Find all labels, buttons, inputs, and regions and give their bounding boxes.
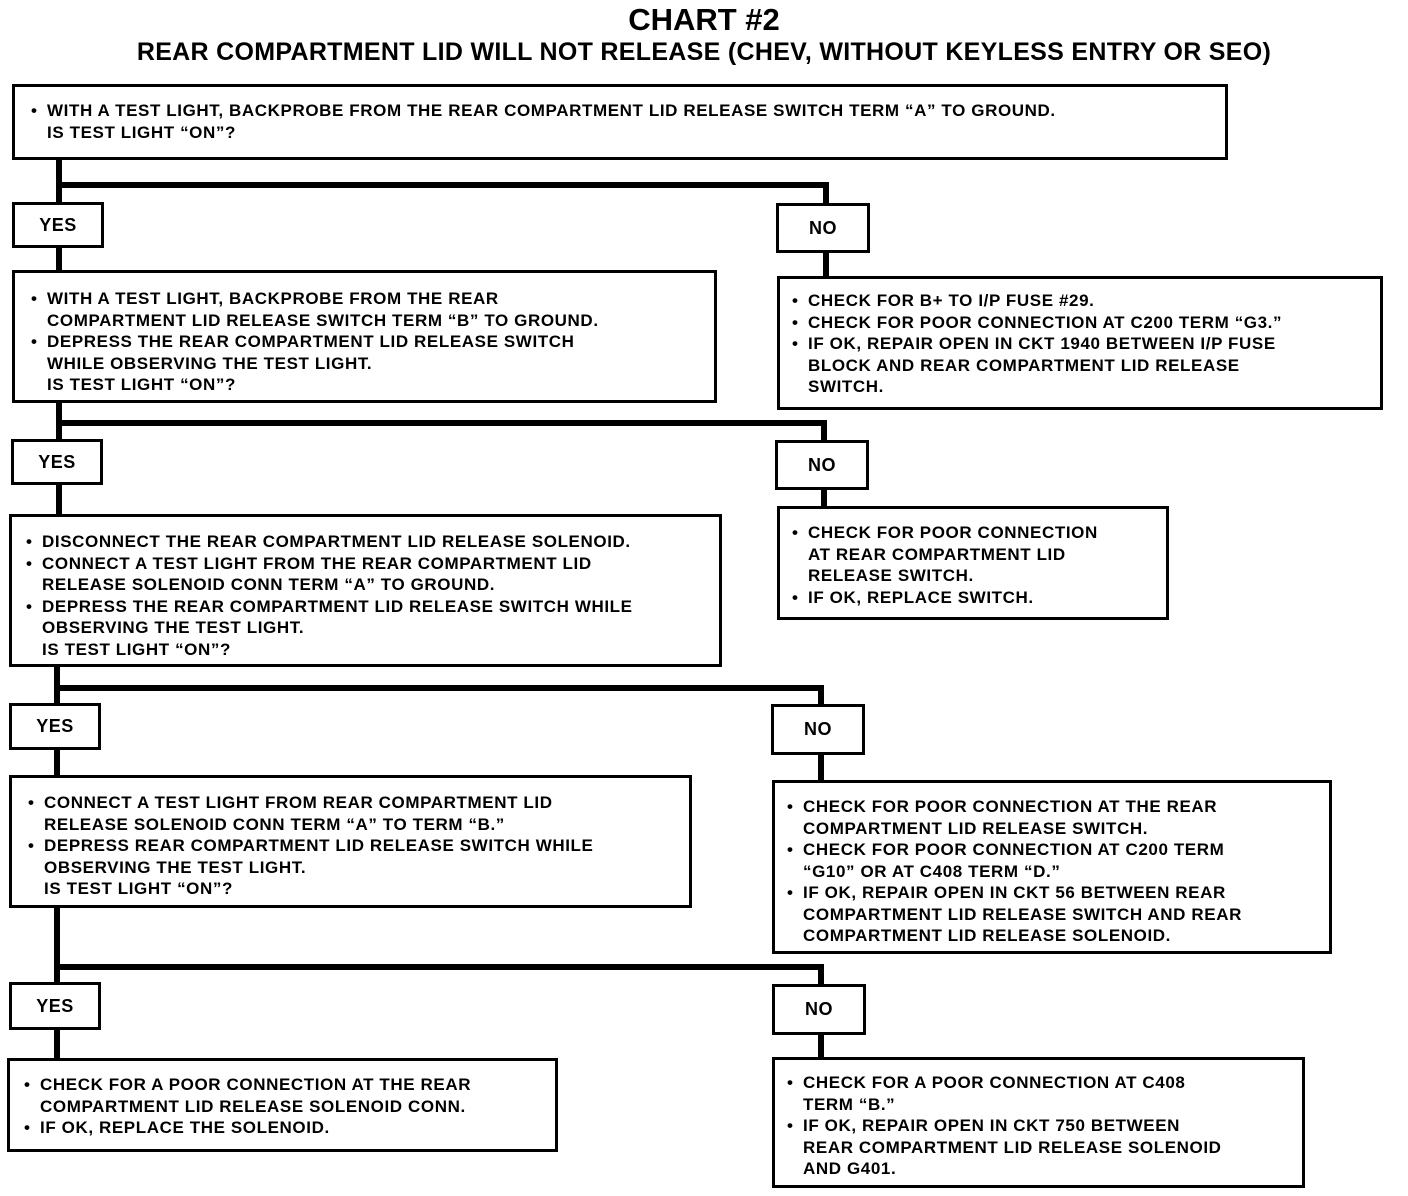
connector-line <box>821 420 827 442</box>
step-5-item: • IF OK, REPLACE THE SOLENOID. <box>24 1117 549 1139</box>
step-1-item: • WITH A TEST LIGHT, BACKPROBE FROM THE REAR COMPARTMENT LID RELEASE SWITCH TERM “A” TO GROUND. <box>31 100 1215 122</box>
step-3-item: • DISCONNECT THE REAR COMPARTMENT LID RELEASE SOLENOID. <box>26 531 713 553</box>
step-4-item: • CONNECT A TEST LIGHT FROM REAR COMPARTMENT LID RELEASE SOLENOID CONN TERM “A” TO TERM “B.” <box>28 792 683 835</box>
no-result-3-item: • CHECK FOR POOR CONNECTION AT C200 TERM “G10” OR AT C408 TERM “D.” <box>787 839 1323 882</box>
no-label-2: NO <box>775 440 869 490</box>
no-result-2-box <box>777 506 1169 620</box>
chart-subtitle: REAR COMPARTMENT LID WILL NOT RELEASE (CHEV, WITHOUT KEYLESS ENTRY OR SEO) <box>136 38 1272 66</box>
step-2-item: • DEPRESS THE REAR COMPARTMENT LID RELEASE SWITCH WHILE OBSERVING THE TEST LIGHT. <box>31 331 704 374</box>
step-4-box <box>9 775 692 908</box>
no-result-1-item: • IF OK, REPAIR OPEN IN CKT 1940 BETWEEN I/P FUSE BLOCK AND REAR COMPARTMENT LID RELEASE SWITCH. <box>792 333 1372 398</box>
connector-line <box>54 1026 60 1062</box>
connector-line <box>54 904 60 988</box>
no-result-3-box <box>772 780 1332 954</box>
no-label-3: NO <box>771 704 865 755</box>
step-2-question: IS TEST LIGHT “ON”? <box>47 375 236 394</box>
step-1-question: IS TEST LIGHT “ON”? <box>47 122 236 142</box>
step-3-question: IS TEST LIGHT “ON”? <box>42 639 231 659</box>
connector-line <box>54 964 824 970</box>
connector-line <box>56 420 827 426</box>
no-result-2-item: • IF OK, REPLACE SWITCH. <box>792 587 1160 609</box>
yes-label-2: YES <box>11 439 103 485</box>
connector-line <box>56 482 62 518</box>
yes-label-4: YES <box>9 982 101 1030</box>
step-5-item: • CHECK FOR A POOR CONNECTION AT THE REAR COMPARTMENT LID RELEASE SOLENOID CONN. <box>24 1074 549 1117</box>
connector-line <box>56 156 62 206</box>
step-3-item: • CONNECT A TEST LIGHT FROM THE REAR COMPARTMENT LID RELEASE SOLENOID CONN TERM “A” TO GROUND. <box>26 553 713 596</box>
connector-line <box>56 182 829 188</box>
step-1-box <box>12 84 1228 160</box>
step-3-box <box>9 514 722 667</box>
no-result-2-item: • CHECK FOR POOR CONNECTION AT REAR COMPARTMENT LID RELEASE SWITCH. <box>792 522 1160 587</box>
no-result-3-item: • IF OK, REPAIR OPEN IN CKT 56 BETWEEN REAR COMPARTMENT LID RELEASE SWITCH AND REAR COMPARTMENT LID RELEASE SOLENOID. <box>787 882 1323 947</box>
no-label-1: NO <box>776 203 870 253</box>
no-result-1-item: • CHECK FOR POOR CONNECTION AT C200 TERM “G3.” <box>792 312 1372 334</box>
yes-label-3: YES <box>9 703 101 750</box>
no-result-4-item: • IF OK, REPAIR OPEN IN CKT 750 BETWEEN REAR COMPARTMENT LID RELEASE SOLENOID AND G401. <box>787 1115 1296 1180</box>
no-result-3-item: • CHECK FOR POOR CONNECTION AT THE REAR COMPARTMENT LID RELEASE SWITCH. <box>787 796 1323 839</box>
connector-line <box>54 685 824 691</box>
yes-label-1: YES <box>12 202 104 248</box>
step-2-box <box>12 270 717 403</box>
step-4-item: • DEPRESS REAR COMPARTMENT LID RELEASE SWITCH WHILE OBSERVING THE TEST LIGHT. <box>28 835 683 878</box>
no-result-1-item: • CHECK FOR B+ TO I/P FUSE #29. <box>792 290 1372 312</box>
step-5-box <box>7 1058 558 1152</box>
step-3-item: • DEPRESS THE REAR COMPARTMENT LID RELEASE SWITCH WHILE OBSERVING THE TEST LIGHT. <box>26 596 713 639</box>
no-result-4-item: • CHECK FOR A POOR CONNECTION AT C408 TERM “B.” <box>787 1072 1296 1115</box>
no-result-4-box <box>772 1057 1305 1188</box>
step-2-item: • WITH A TEST LIGHT, BACKPROBE FROM THE REAR COMPARTMENT LID RELEASE SWITCH TERM “B” TO GROUND. <box>31 288 704 331</box>
no-result-1-box <box>777 276 1383 410</box>
no-label-4: NO <box>772 984 866 1035</box>
step-4-question: IS TEST LIGHT “ON”? <box>44 879 233 898</box>
chart-title: CHART #2 <box>628 2 780 37</box>
